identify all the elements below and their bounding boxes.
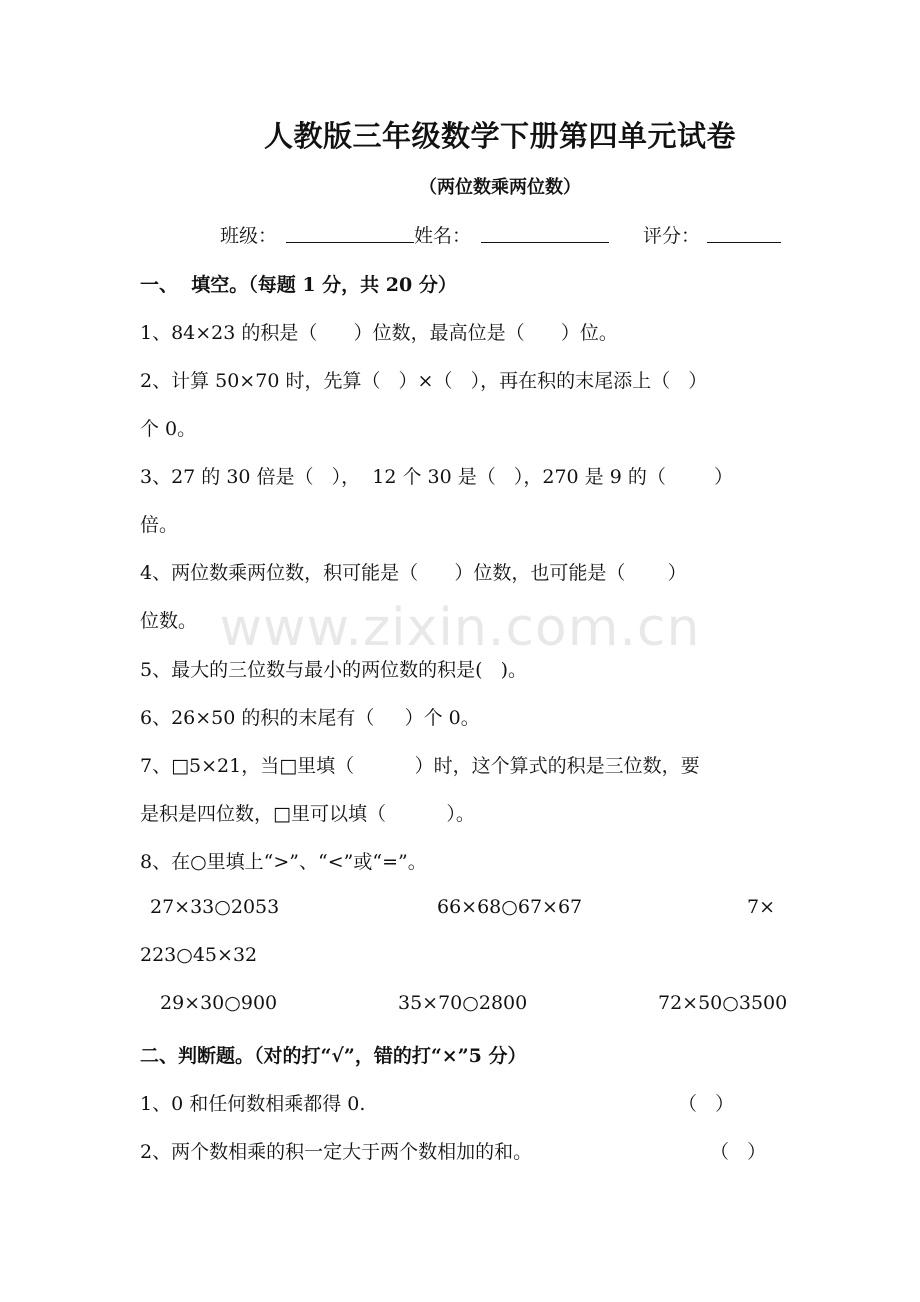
section1-heading: 一、 填空。（每题 1 分，共 20 分） bbox=[140, 274, 457, 296]
exam-title: 人教版三年级数学下册第四单元试卷 bbox=[263, 119, 736, 153]
name-blank bbox=[481, 222, 609, 243]
question-line: 8、在○里填上“>”、“<”或“=”。 bbox=[140, 851, 427, 873]
question-line: 是积是四位数，□里可以填（ ）。 bbox=[140, 803, 475, 825]
class-label: 班级： bbox=[220, 225, 278, 247]
compare-item: 66×68○67×67 bbox=[437, 896, 583, 918]
question-line: 2、计算 50×70 时，先算（ ）×（ ），再在积的末尾添上（ ） bbox=[140, 370, 708, 392]
compare-item: 72×50○3500 bbox=[658, 992, 788, 1014]
question-line: 7、□5×21，当□里填（ ）时，这个算式的积是三位数，要 bbox=[140, 755, 700, 777]
class-blank bbox=[286, 222, 414, 243]
compare-item: 7× bbox=[747, 896, 776, 918]
name-label: 姓名： bbox=[414, 225, 472, 247]
judge-question: 1、0 和任何数相乘都得 0. bbox=[140, 1093, 366, 1115]
question-line: 6、26×50 的积的末尾有（ ）个 0。 bbox=[140, 707, 480, 729]
watermark: www.zixin.com.cn bbox=[219, 598, 701, 658]
compare-item-wrap: 223○45×32 bbox=[140, 944, 258, 966]
question-line: 5、最大的三位数与最小的两位数的积是( )。 bbox=[140, 659, 528, 681]
compare-item: 35×70○2800 bbox=[398, 992, 528, 1014]
question-line: 位数。 bbox=[140, 610, 198, 632]
score-label: 评分： bbox=[643, 225, 701, 247]
section2-heading: 二、判断题。（对的打“√”，错的打“×”5 分） bbox=[140, 1045, 527, 1067]
exam-subtitle: （两位数乘两位数） bbox=[419, 177, 581, 198]
judge-question: 2、两个数相乘的积一定大于两个数相加的和。 bbox=[140, 1141, 533, 1163]
compare-item: 29×30○900 bbox=[160, 992, 278, 1014]
judge-answer-paren: （ ） bbox=[678, 1093, 735, 1115]
question-line: 1、84×23 的积是（ ）位数，最高位是（ ）位。 bbox=[140, 322, 618, 344]
question-line: 倍。 bbox=[140, 514, 179, 536]
compare-item: 27×33○2053 bbox=[150, 896, 280, 918]
question-line: 个 0。 bbox=[140, 418, 197, 440]
judge-answer-paren: （ ） bbox=[710, 1141, 767, 1163]
score-blank bbox=[707, 222, 781, 243]
question-line: 4、两位数乘两位数，积可能是（ ）位数，也可能是（ ） bbox=[140, 562, 687, 584]
question-line: 3、27 的 30 倍是（ ）， 12 个 30 是（ ），270 是 9 的（ ） bbox=[140, 466, 734, 488]
